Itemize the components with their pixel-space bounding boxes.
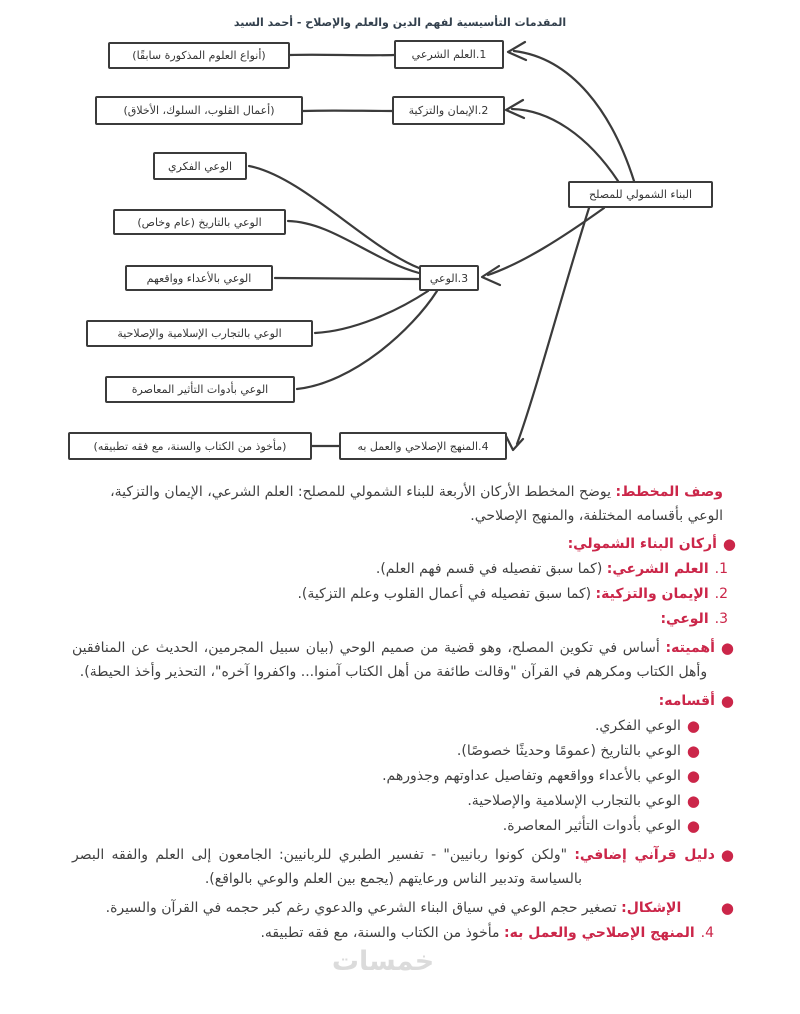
node-2-faith-tazkiya: 2.الإيمان والتزكية: [392, 96, 505, 125]
node-awareness-enemies: الوعي بالأعداء وواقعهم: [125, 265, 273, 291]
pillar-1-text: (كما سبق تفصيله في قسم فهم العلم).: [375, 561, 603, 577]
awareness-section-text: الوعي بالأعداء وواقعهم وتفاصيل عداوتهم وجذورهم.: [382, 768, 681, 784]
pillar-2-label: الإيمان والتزكية:: [595, 586, 709, 602]
bullet-icon: ●: [720, 639, 734, 657]
bullet-icon: ●: [722, 535, 736, 553]
importance-label: أهميته:: [665, 640, 715, 656]
pillar-2-number: 2.: [714, 586, 728, 602]
awareness-importance-item: [72, 636, 736, 684]
pillar-1-number: 1.: [714, 561, 728, 577]
awareness-section-text: الوعي بالتاريخ (عمومًا وحديثًا خصوصًا).: [456, 743, 681, 759]
importance-text: أساس في تكوين المصلح، وهو قضية من صميم الوحي (بيان سبيل المجرمين، الحديث عن المنافقين وأهل الكتاب ومكرهم في القرآن "وقالت طائفة من أهل الكتاب آمنوا... واكفروا آخره"، التحذير وأخذ الحيطة).: [72, 640, 708, 680]
pillars-header-item: [72, 532, 736, 556]
arrowhead-node3: [482, 266, 500, 285]
pillar-2-text: (كما سبق تفصيله في أعمال القلوب وعلم التزكية).: [297, 586, 592, 602]
link-n3-w2: [288, 221, 419, 273]
pillar-4-number: 4.: [700, 925, 714, 941]
diagram-description: [72, 480, 723, 528]
bullet-icon: ●: [686, 742, 700, 760]
node-awareness-influence-tools: الوعي بأدوات التأثير المعاصرة: [105, 376, 295, 403]
awareness-section-text: الوعي بالتجارب الإسلامية والإصلاحية.: [467, 793, 681, 809]
node-awareness-history: الوعي بالتاريخ (عام وخاص): [113, 209, 286, 235]
awareness-section-text: الوعي بأدوات التأثير المعاصرة.: [502, 818, 681, 834]
node-central-builder: البناء الشمولي للمصلح: [568, 181, 713, 208]
pillar-item-1: [72, 557, 736, 581]
link-n3-w3: [275, 278, 419, 279]
awareness-section-text: الوعي الفكري.: [594, 718, 681, 734]
arrow-center-node2: [512, 109, 618, 181]
pillar-4-text: مأخوذ من الكتاب والسنة، مع فقه تطبيقه.: [260, 925, 500, 941]
node-awareness-intellectual: الوعي الفكري: [153, 152, 247, 180]
evidence-text: "ولكن كونوا ربانيين" - تفسير الطبري للربانيين: الجامعون إلى العلم والفقه البصر بالسياسة وتدبير الناس ورعايتهم (يجمع بين العلم والوعي بالواقع).: [72, 847, 583, 887]
pillar-1-label: العلم الشرعي:: [606, 561, 709, 577]
pillar-4-label: المنهج الإصلاحي والعمل به:: [503, 925, 695, 941]
bullet-icon: ●: [686, 717, 700, 735]
note-faith-tazkiya: (أعمال القلوب، السلوك، الأخلاق): [95, 96, 303, 125]
pillar-3-label: الوعي:: [660, 611, 709, 627]
khamsat-watermark: خمسات: [331, 946, 435, 977]
diagram-description-text: يوضح المخطط الأركان الأربعة للبناء الشمولي للمصلح: العلم الشرعي، الإيمان والتزكية، الوعي بأقسامه المختلفة، والمنهج الإصلاحي.: [110, 484, 723, 524]
bullet-icon: ●: [686, 792, 700, 810]
diagram-description-label: وصف المخطط:: [615, 484, 723, 500]
awareness-section-item: [72, 714, 736, 738]
quranic-evidence-item: [72, 843, 736, 891]
link-note1: [290, 55, 394, 56]
mindmap-diagram: [0, 0, 800, 472]
note-sharia-science: (أنواع العلوم المذكورة سابقًا): [108, 42, 290, 69]
bullet-icon: ●: [686, 817, 700, 835]
note-reform-method: (مأخوذ من الكتاب والسنة، مع فقه تطبيقه): [68, 432, 312, 460]
pillar-item-4: [72, 921, 736, 945]
pillar-3-number: 3.: [714, 611, 728, 627]
arrow-center-node1: [514, 51, 634, 181]
awareness-section-item: [72, 764, 736, 788]
pillar-item-3: [72, 607, 736, 631]
document-title: المقدمات التأسيسية لفهم الدين والعلم والإصلاح - أحمد السيد: [233, 16, 567, 29]
bullet-icon: ●: [686, 767, 700, 785]
problem-text: تصغير حجم الوعي في سياق البناء الشرعي والدعوي رغم كبر حجمه في القرآن والسيرة.: [105, 900, 617, 916]
evidence-label: دليل قرآني إضافي:: [574, 847, 715, 863]
node-3-awareness: 3.الوعي: [419, 265, 479, 291]
node-awareness-experiences: الوعي بالتجارب الإسلامية والإصلاحية: [86, 320, 313, 347]
awareness-sections-header: [72, 689, 736, 713]
notes-section: [0, 472, 800, 946]
link-n3-w4: [315, 291, 428, 333]
awareness-section-item: [72, 739, 736, 763]
pillar-item-2: [72, 582, 736, 606]
problem-label: الإشكال:: [621, 900, 682, 916]
node-1-sharia-science: 1.العلم الشرعي: [394, 40, 504, 69]
problem-item: [72, 896, 736, 920]
pillars-header-label: أركان البناء الشمولي:: [567, 536, 717, 552]
arrowhead-node4: [506, 436, 523, 450]
link-n3-w5: [297, 291, 437, 389]
awareness-section-item: [72, 814, 736, 838]
bullet-icon: ●: [720, 846, 734, 864]
node-4-reform-method: 4.المنهج الإصلاحي والعمل به: [339, 432, 507, 460]
awareness-section-item: [72, 789, 736, 813]
bullet-icon: ●: [720, 899, 734, 917]
bullet-icon: ●: [720, 692, 734, 710]
sections-label: أقسامه:: [658, 693, 715, 709]
